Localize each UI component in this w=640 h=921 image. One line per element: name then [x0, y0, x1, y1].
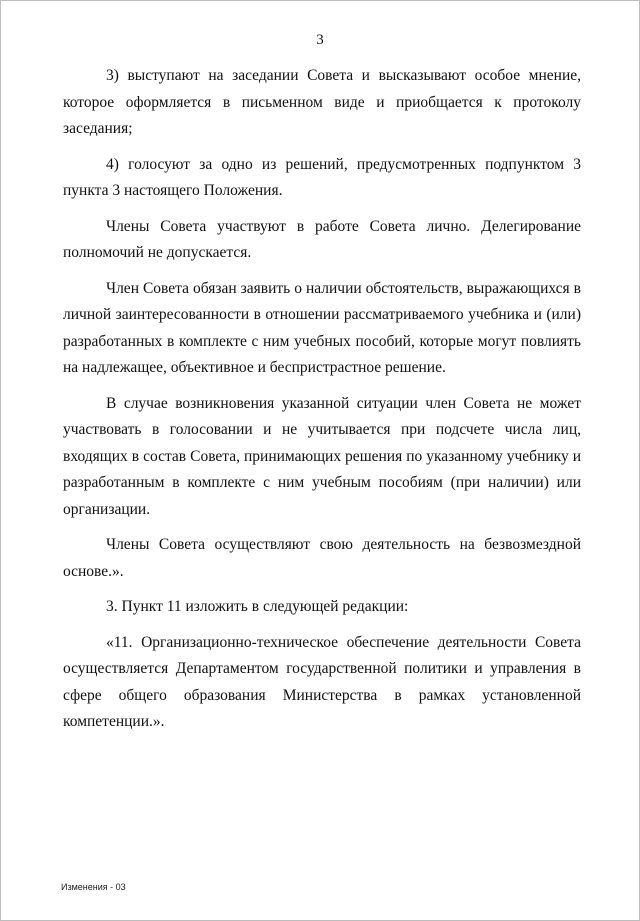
paragraph-personal-participation: Члены Совета участвуют в работе Совета лично. Делегирование полномочий не допускается. [63, 217, 581, 261]
document-body [63, 63, 581, 745]
paragraph-conflict-of-interest: Член Совета обязан заявить о наличии обстоятельств, выражающихся в личной заинтересованности в отношении рассматриваемого учебника и (или) разработанных в комплекте с ним учебных пособий, которые могут повлиять на надлежащее, объективное и беспристрастное решение. [63, 279, 581, 376]
page-number: 3 [316, 32, 324, 48]
paragraph-amendment-point-3: 3. Пункт 11 изложить в следующей редакции: [106, 598, 409, 615]
paragraph-unpaid-basis: Члены Совета осуществляют свою деятельность на безвозмездной основе.». [63, 536, 581, 580]
paragraph-item-3: 3) выступают на заседании Совета и высказывают особое мнение, которое оформляется в письменном виде и приобщается к протоколу заседания; [63, 67, 581, 137]
paragraph-item-4: 4) голосуют за одно из решений, предусмотренных подпунктом 3 пункта 3 настоящего Положения. [63, 155, 581, 199]
paragraph-point-11-text: «11. Организационно-техническое обеспечение деятельности Совета осуществляется Департаментом государственной политики и управления в сфере общего образования Министерства в рамках установленной компетенции.». [63, 633, 581, 730]
paragraph-voting-exclusion: В случае возникновения указанной ситуации член Совета не может участвовать в голосовании и не учитывается при подсчете числа лиц, входящих в состав Совета, принимающих решения по указанному учебнику и разработанным в комплекте с ним учебным пособиям (при наличии) или организации. [63, 394, 581, 518]
footer-revision-label: Изменения - 03 [61, 882, 126, 892]
